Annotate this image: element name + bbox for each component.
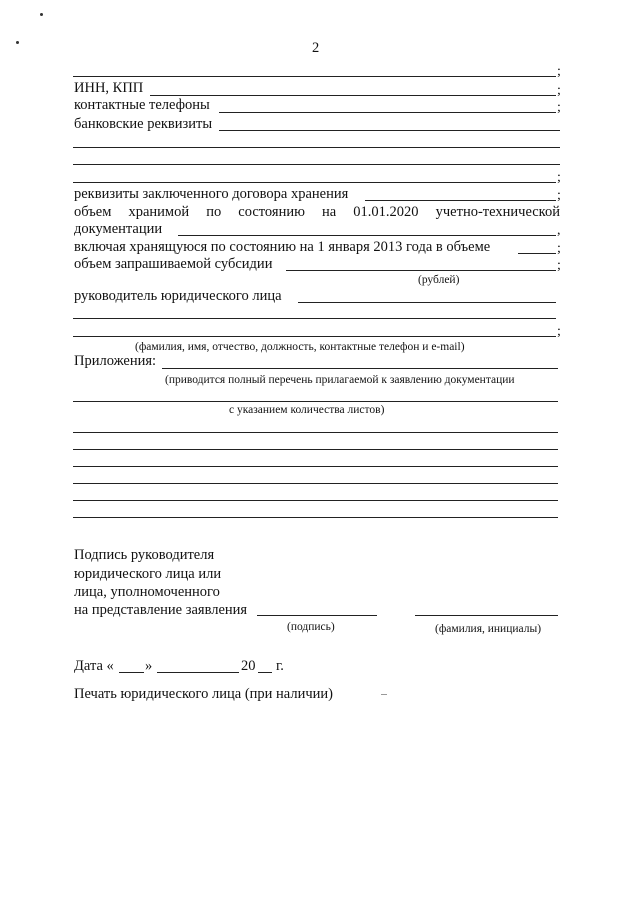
blank-line — [73, 76, 556, 77]
volume-label-line1: объем хранимой по состоянию на 01.01.2020 учетно-технической — [74, 204, 560, 220]
head-field-continued[interactable] — [73, 318, 556, 319]
attachments-field-continued[interactable] — [73, 401, 558, 402]
date-prefix: Дата « — [74, 658, 114, 674]
bank-field[interactable] — [219, 130, 560, 131]
head-hint: (фамилия, имя, отчество, должность, контактные телефон и e-mail) — [135, 341, 465, 353]
semicolon: ; — [557, 241, 561, 256]
semicolon: ; — [557, 83, 561, 98]
attachments-field-continued[interactable] — [73, 483, 558, 484]
head-label: руководитель юридического лица — [74, 288, 282, 304]
stamp-label: Печать юридического лица (при наличии) — [74, 686, 333, 702]
attachments-field-continued[interactable] — [73, 449, 558, 450]
semicolon: ; — [557, 258, 561, 273]
attachments-hint-line2: с указанием количества листов) — [229, 404, 385, 416]
attachments-field-continued[interactable] — [73, 466, 558, 467]
volume-field[interactable] — [178, 235, 556, 236]
scan-speck — [40, 13, 43, 16]
attachments-field[interactable] — [162, 368, 558, 369]
contract-field[interactable] — [365, 200, 556, 201]
phones-field[interactable] — [219, 112, 556, 113]
semicolon: ; — [557, 170, 561, 185]
name-initials-field[interactable] — [415, 615, 558, 616]
signature-field[interactable] — [257, 615, 377, 616]
date-year-prefix: 20 — [241, 658, 256, 674]
signature-hint: (подпись) — [287, 621, 335, 633]
subsidy-field[interactable] — [286, 270, 556, 271]
semicolon: ; — [557, 100, 561, 115]
head-field[interactable] — [298, 302, 556, 303]
attachments-field-continued[interactable] — [73, 500, 558, 501]
signature-label-line3: лица, уполномоченного — [74, 584, 220, 600]
inn-kpp-label: ИНН, КПП — [74, 80, 144, 96]
signature-label-line1: Подпись руководителя — [74, 547, 215, 563]
phones-label: контактные телефоны — [74, 97, 210, 113]
including-field[interactable] — [518, 253, 556, 254]
volume-label-line2: документации — [74, 221, 163, 237]
signature-label-line2: юридического лица или — [74, 566, 222, 582]
page-number: 2 — [312, 40, 320, 56]
date-day-field[interactable] — [119, 672, 144, 673]
semicolon: ; — [557, 188, 561, 203]
scan-mark — [381, 694, 387, 695]
date-quote-close: » — [145, 658, 153, 674]
rubles-hint: (рублей) — [418, 274, 460, 286]
head-field-continued[interactable] — [73, 336, 556, 337]
bank-field-continued[interactable] — [73, 164, 560, 165]
signature-label-line4: на представление заявления — [74, 602, 248, 618]
subsidy-label: объем запрашиваемой субсидии — [74, 256, 273, 272]
name-initials-hint: (фамилия, инициалы) — [435, 623, 542, 635]
including-label: включая хранящуюся по состоянию на 1 января 2013 года в объеме — [74, 239, 491, 255]
date-month-field[interactable] — [157, 672, 239, 673]
attachments-label: Приложения: — [74, 353, 157, 369]
attachments-field-continued[interactable] — [73, 432, 558, 433]
semicolon: ; — [557, 64, 561, 79]
comma: , — [557, 223, 561, 238]
date-suffix: г. — [276, 658, 284, 674]
scan-speck — [16, 41, 19, 44]
semicolon: ; — [557, 324, 561, 339]
date-year-field[interactable] — [258, 672, 272, 673]
inn-kpp-field[interactable] — [150, 95, 556, 96]
contract-label: реквизиты заключенного договора хранения — [74, 186, 349, 202]
bank-field-continued[interactable] — [73, 182, 556, 183]
bank-field-continued[interactable] — [73, 147, 560, 148]
attachments-field-continued[interactable] — [73, 517, 558, 518]
bank-label: банковские реквизиты — [74, 116, 213, 132]
attachments-hint-line1: (приводится полный перечень прилагаемой к заявлению документации — [165, 374, 515, 386]
